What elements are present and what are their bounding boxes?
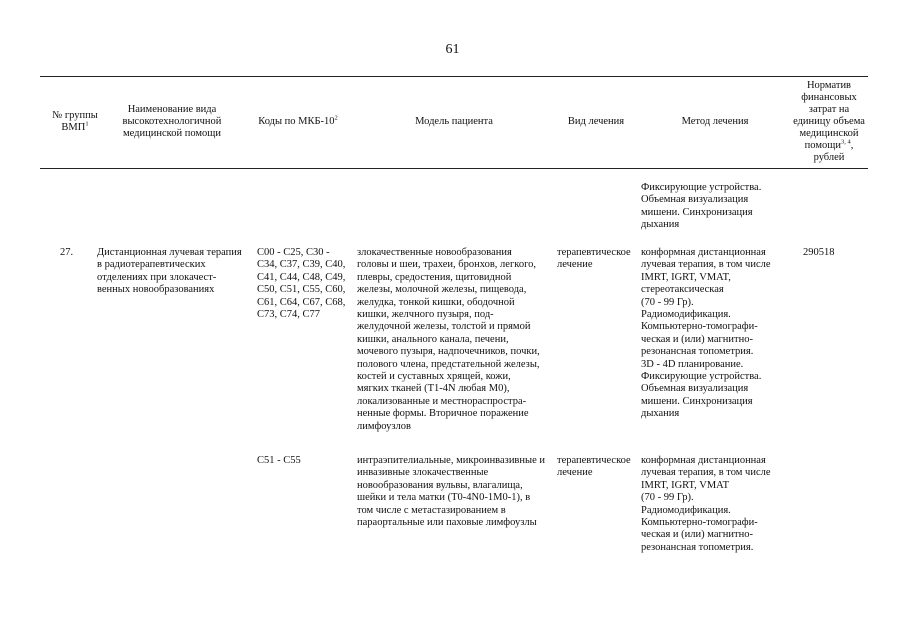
row-treatment-method: конформная дистанционная лучевая терапия, в том числе IMRT, IGRT, VMAT, стереотаксическая (70 - 99 Гр). Радиомодификация. Компьютерно-томографи- ческая и (или) магнитно- резонансная топометрия. 3D - 4D планирование. Фиксирующие устройства. Объемная визуализация мишени. Синхронизация дыхания	[641, 247, 771, 420]
row-patient-model: интраэпителиальные, микроинвазивные и инвазивные злокачественные новообразования вульвы, влагалища, шейки и тела матки (T0-4N0-1M0-1), в том числе с метастазированием в параортальные или паховые лимфоузлы	[357, 455, 545, 529]
continuation-method-text: Фиксирующие устройства. Объемная визуализация мишени. Синхронизация дыхания	[641, 182, 762, 231]
header-icd-codes: Коды по МКБ-$10^2$	[258, 114, 338, 127]
row-treatment-type: терапевтическое лечение	[557, 455, 631, 479]
header-group-number: № группы ВМП$^1$	[52, 110, 98, 133]
row-treatment-method: конформная дистанционная лучевая терапия, в том числе IMRT, IGRT, VMAT (70 - 99 Гр). Радиомодификация. Компьютерно-томографи- ческая и (или) магнитно- резонансная топометрия.	[641, 455, 771, 553]
row-financial-norm: 290518	[803, 247, 835, 258]
header-bottom-rule	[40, 168, 868, 169]
row-icd-codes: C51 - C55	[257, 455, 301, 466]
header-financial-norm: Норматив финансовых затрат на единицу объема медицинской помощи$^{3, 4}$, рублей	[793, 80, 865, 163]
row-patient-model: злокачественные новообразования головы и шеи, трахеи, бронхов, легкого, плевры, средостения, щитовидной железы, молочной железы, пищевода, желудка, тонкой кишки, ободочной кишки, желчного пузыря, под- желудочной железы, толстой и прямой кишки, анального канала, печени, мочевого пузыря, надпочечников, почки, полового члена, предстательной железы, костей и суставных хрящей, кожи, мягких тканей (T1-4N любая M0), локализованные и местнораспростра- ненные формы. Вторичное поражение лимфоузлов	[357, 247, 540, 432]
header-treatment-method: Метод лечения	[681, 116, 749, 127]
row-treatment-type: терапевтическое лечение	[557, 247, 631, 271]
page-number: 61	[445, 42, 460, 57]
row-group-number: 27.	[60, 247, 74, 258]
header-treatment-type: Вид лечения	[567, 116, 625, 127]
row-care-type-name: Дистанционная лучевая терапия в радиотерапевтических отделениях при злокачест- венных новообразованиях	[97, 247, 242, 296]
header-care-type-name: Наименование вида высокотехнологичной медицинской помощи	[122, 104, 222, 139]
row-icd-codes: C00 - C25, C30 - C34, C37, C39, C40, C41, C44, C48, C49, C50, C51, C55, C60, C61, C64, C67, C68, C73, C74, C77	[257, 247, 346, 321]
header-patient-model: Модель пациента	[415, 116, 493, 127]
